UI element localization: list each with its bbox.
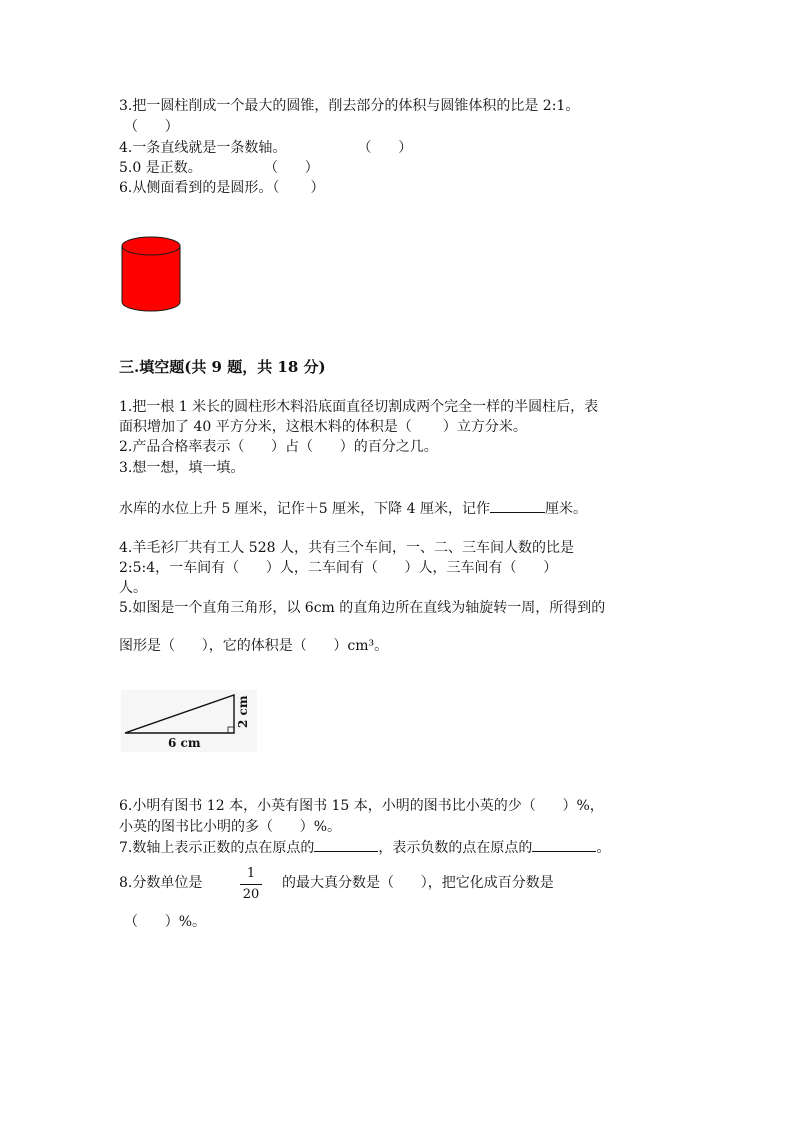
judgement-q6: 6.从侧面看到的是圆形。（ ） — [119, 180, 325, 196]
fill-q7-text-b: ，表示负数的点在原点的 — [378, 840, 533, 856]
fill-q8-line2: （ ）%。 — [124, 914, 207, 930]
fill-q5-line1: 5.如图是一个直角三角形，以 6cm 的直角边所在直线为轴旋转一周，所得到的 — [119, 600, 606, 616]
fill-q3: 3.想一想，填一填。 — [119, 460, 245, 476]
triangle-figure — [121, 690, 257, 752]
fill-q7-text-c: 。 — [596, 840, 611, 856]
fill-q5-line2: 图形是（ ），它的体积是（ ）cm³。 — [119, 638, 389, 654]
cylinder-body — [122, 246, 180, 311]
cylinder-top — [122, 237, 180, 255]
fill-q8-text-a: 8.分数单位是 — [119, 875, 203, 891]
cylinder-figure — [118, 234, 184, 314]
fill-q8-text-b: 的最大真分数是（ ），把它化成百分数是 — [282, 875, 554, 891]
triangle-base-label: 6 cm — [168, 736, 201, 750]
judgement-q3-answer: （ ） — [124, 119, 179, 135]
fill-q6-line2: 小英的图书比小明的多（ ）%。 — [119, 819, 342, 835]
section-heading: 三.填空题(共 9 题，共 18 分) — [119, 358, 326, 376]
fraction-numerator: 1 — [246, 866, 256, 881]
answer-blank — [490, 498, 545, 513]
fraction-one-twentieth — [240, 866, 262, 903]
fraction-denominator: 20 — [242, 887, 260, 902]
judgement-q5: 5.0 是正数。 （ ） — [119, 160, 319, 176]
triangle-height-label: 2 cm — [236, 695, 250, 728]
fill-q3-sub — [119, 498, 587, 519]
fill-q3-sub-text-a: 水库的水位上升 5 厘米，记作＋5 厘米，下降 4 厘米，记作 — [119, 501, 490, 517]
fill-q7 — [119, 837, 610, 858]
judgement-q4: 4.一条直线就是一条数轴。 （ ） — [119, 140, 413, 156]
fill-q7-text-a: 7.数轴上表示正数的点在原点的 — [119, 840, 315, 856]
fill-q3-sub-text-b: 厘米。 — [544, 501, 587, 517]
judgement-q3-line1: 3.把一圆柱削成一个最大的圆锥，削去部分的体积与圆锥体积的比是 2:1。 — [119, 98, 580, 114]
fill-q1-line1: 1.把一根 1 米长的圆柱形木料沿底面直径切割成两个完全一样的半圆柱后，表 — [119, 399, 599, 415]
fill-q4-line3: 人。 — [119, 580, 147, 596]
answer-blank — [314, 837, 378, 852]
fill-q6-line1: 6.小明有图书 12 本，小英有图书 15 本，小明的图书比小英的少（ ）%， — [119, 798, 604, 814]
fraction-bar — [240, 884, 262, 885]
fill-q2: 2.产品合格率表示（ ）占（ ）的百分之几。 — [119, 439, 438, 455]
answer-blank — [532, 837, 596, 852]
fill-q1-line2: 面积增加了 40 平方分米，这根木料的体积是（ ）立方分米。 — [119, 419, 527, 435]
fill-q4-line1: 4.羊毛衫厂共有工人 528 人，共有三个车间，一、二、三车间人数的比是 — [119, 540, 574, 556]
fill-q4-line2: 2:5:4，一车间有（ ）人，二车间有（ ）人，三车间有（ ） — [119, 560, 558, 576]
